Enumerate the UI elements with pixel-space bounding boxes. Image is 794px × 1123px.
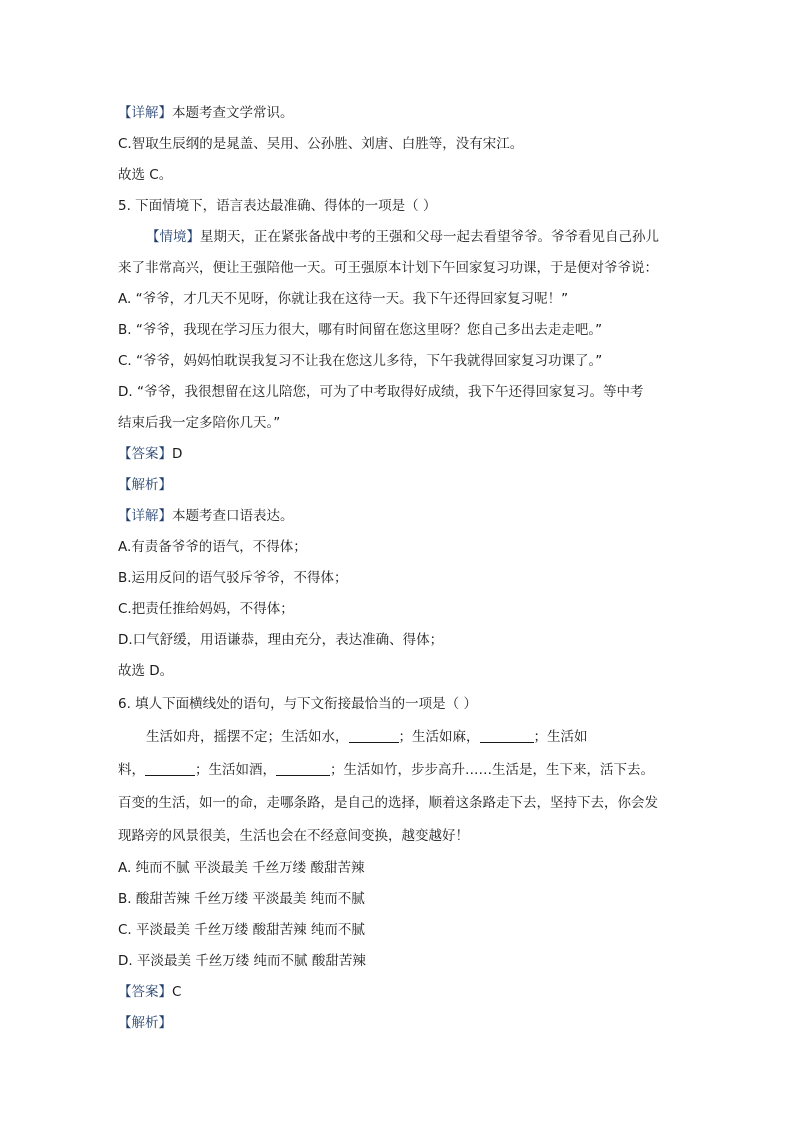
analysis-heading — [118, 475, 172, 495]
passage-text: ；生活如麻， — [398, 729, 480, 745]
explanation-b: B.运用反问的语气驳斥爷爷，不得体； — [118, 570, 348, 586]
passage-text: 生活如舟，摇摆不定；生活如水， — [146, 729, 349, 745]
explanation-c: C.把责任推给妈妈，不得体； — [118, 601, 294, 617]
question-6-stem: 6. 填人下面横线处的语句，与下文衔接最恰当的一项是（ ） — [118, 696, 477, 712]
fill-blank-3 — [145, 761, 195, 776]
option-d: D. 平淡最美 千丝万缕 纯而不腻 酸甜苦辣 — [118, 953, 366, 969]
detail-text: 本题考查口语表达。 — [172, 508, 294, 524]
choice-result-line: 故选 D。 — [118, 663, 174, 679]
option-c: C. 平淡最美 千丝万缕 酸甜苦辣 纯而不腻 — [118, 922, 365, 938]
option-b: B. “爷爷，我现在学习压力很大，哪有时间留在您这里呀？您自己多出去走走吧。” — [118, 322, 603, 338]
passage-text: ；生活如酒， — [195, 762, 276, 778]
option-b: B. 酸甜苦辣 千丝万缕 平淡最美 纯而不腻 — [118, 891, 365, 907]
answer-value: C — [172, 984, 182, 1000]
fill-blank-4 — [276, 761, 330, 776]
scenario-line-1 — [146, 227, 659, 247]
passage-line-1 — [146, 727, 588, 747]
detail-tag: 【详解】 — [118, 508, 172, 524]
passage-line-2 — [118, 760, 654, 780]
answer-tag: 【答案】 — [118, 984, 172, 1000]
detail-tag: 【详解】 — [118, 105, 172, 121]
option-d: D. “爷爷，我很想留在这儿陪您，可为了中考取得好成绩，我下午还得回家复习。等中考 — [118, 384, 644, 400]
scenario-line-2: 来了非常高兴，便让王强陪他一天。可王强原本计划下午回家复习功课，于是便对爷爷说： — [118, 260, 658, 276]
fill-blank-2 — [480, 728, 534, 743]
analysis-tag: 【解析】 — [118, 477, 172, 493]
detail-text: 本题考查文学常识。 — [172, 105, 294, 121]
analysis-heading — [118, 1013, 172, 1033]
explanation-d: D.口气舒缓，用语谦恭，理由充分，表达准确、得体； — [118, 632, 444, 648]
option-a: A. “爷爷，才几天不见呀，你就让我在这待一天。我下午还得回家复习呢！” — [118, 291, 569, 307]
passage-text: 料， — [118, 762, 145, 778]
explanation-a: A.有责备爷爷的语气，不得体； — [118, 539, 307, 555]
detail-line — [118, 103, 294, 123]
option-a: A. 纯而不腻 平淡最美 千丝万缕 酸甜苦辣 — [118, 860, 365, 876]
analysis-tag: 【解析】 — [118, 1015, 172, 1031]
answer-tag: 【答案】 — [118, 446, 172, 462]
answer-value: D — [172, 446, 183, 462]
fill-blank-1 — [349, 728, 399, 743]
choice-result-line: 故选 C。 — [118, 167, 173, 183]
passage-line-4: 现路旁的风景很美，生活也会在不经意间变换，越变越好！ — [118, 828, 469, 844]
question-5-stem: 5. 下面情境下，语言表达最准确、得体的一项是（ ） — [118, 198, 437, 214]
passage-line-3: 百变的生活，如一的命，走哪条路，是自己的选择，顺着这条路走下去，坚持下去，你会发 — [118, 795, 658, 811]
passage-text: ；生活如 — [533, 729, 588, 745]
scenario-text: 星期天，正在紧张备战中考的王强和父母一起去看望爷爷。爷爷看见自己孙儿 — [200, 229, 659, 245]
detail-line — [118, 506, 294, 526]
answer-line — [118, 982, 181, 1002]
scenario-tag: 【情境】 — [146, 229, 200, 245]
option-d-continued: 结束后我一定多陪你几天。” — [118, 415, 281, 431]
option-c: C. “爷爷，妈妈怕耽误我复习不让我在您这儿多待，下午我就得回家复习功课了。” — [118, 353, 603, 369]
passage-text: ；生活如竹，步步高升……生活是，生下来，活下去。 — [330, 762, 654, 778]
answer-line — [118, 444, 182, 464]
explanation-c-line: C.智取生辰纲的是晁盖、吴用、公孙胜、刘唐、白胜等，没有宋江。 — [118, 136, 524, 152]
